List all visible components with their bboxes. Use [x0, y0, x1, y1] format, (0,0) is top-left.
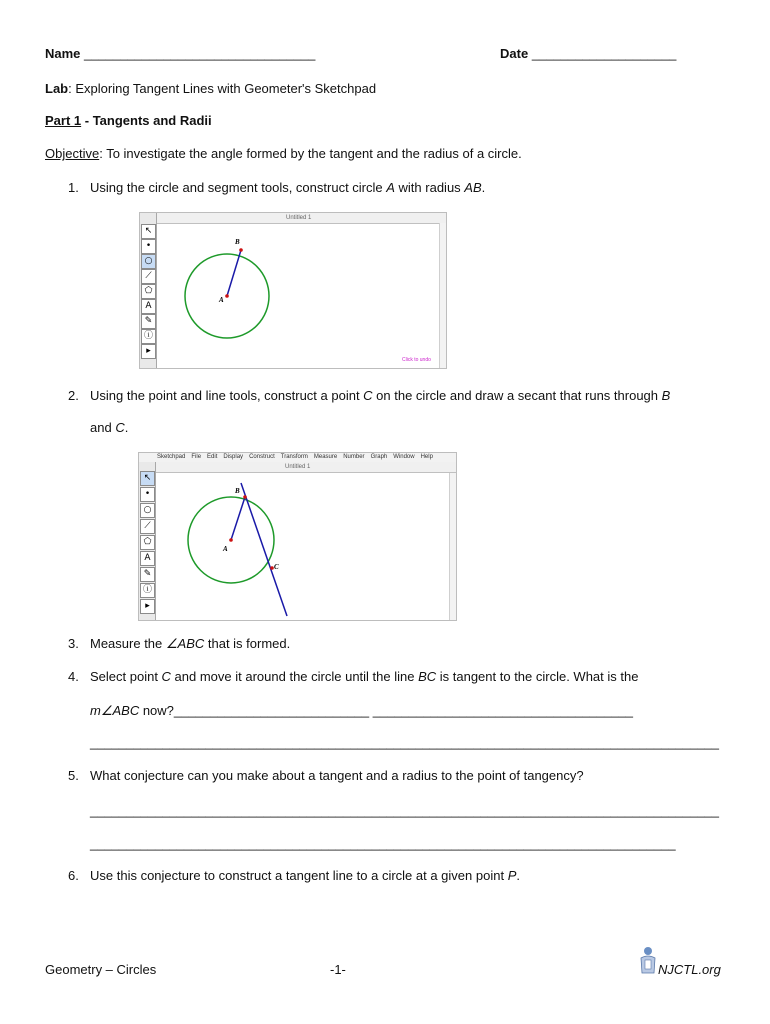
- compass-tool-icon[interactable]: ○: [140, 503, 155, 518]
- step-text: Using the point and line tools, construct a point: [90, 388, 364, 403]
- step-5-answer-line[interactable]: _______________________________________________________________________________________: [90, 803, 720, 818]
- step-text: Measure the: [90, 636, 166, 651]
- step-number: 6.: [68, 868, 79, 883]
- name-label: Name: [45, 46, 81, 61]
- information-tool-icon[interactable]: ⓘ: [141, 329, 156, 344]
- point-tool-icon[interactable]: •: [141, 239, 156, 254]
- step-4: [68, 669, 638, 684]
- corner-note: Click to undo: [402, 357, 431, 363]
- step-var: AB: [464, 180, 482, 195]
- answer-blank[interactable]: ___________________________ ____________________________________: [173, 703, 634, 718]
- step-text: .: [124, 420, 129, 435]
- objective-label: Objective: [45, 146, 100, 161]
- menu-item[interactable]: Number: [343, 454, 365, 460]
- menu-item[interactable]: Construct: [249, 454, 275, 460]
- sketch-canvas-2: [139, 453, 456, 620]
- step-5: [68, 768, 584, 783]
- step-text: Using the circle and segment tools, construct circle: [90, 180, 387, 195]
- page-number: -1-: [330, 962, 346, 977]
- step-number: 4.: [68, 669, 79, 684]
- arrow-tool-icon[interactable]: ↖: [140, 471, 155, 486]
- step-text: .: [516, 868, 520, 883]
- lab-label: Lab: [45, 81, 69, 96]
- point-b[interactable]: [243, 495, 247, 499]
- text-tool-icon[interactable]: A: [140, 551, 155, 566]
- step-2-continued: [90, 420, 128, 435]
- step-var: C: [363, 388, 373, 403]
- step-var: C: [115, 420, 125, 435]
- label-c: C: [274, 563, 279, 571]
- step-4-answer: [90, 703, 633, 719]
- step-var: B: [661, 388, 671, 403]
- text-tool-icon[interactable]: A: [141, 299, 156, 314]
- objective-text: : To investigate the angle formed by the tangent and the radius of a circle.: [99, 146, 522, 161]
- date-blank[interactable]: ____________________: [531, 46, 677, 61]
- step-text: with radius: [394, 180, 465, 195]
- window-title: Untitled 1: [285, 464, 311, 470]
- step-text: and: [90, 420, 116, 435]
- objective: [45, 146, 522, 161]
- date-label: Date: [500, 46, 529, 61]
- step-text: Use this conjecture to construct a tangent line to a circle at a given point: [90, 868, 508, 883]
- step-var: P: [507, 868, 517, 883]
- step-text: that is formed.: [204, 636, 291, 651]
- compass-tool-icon[interactable]: ○: [141, 254, 156, 269]
- label-a: A: [219, 296, 224, 304]
- part-text: - Tangents and Radii: [81, 113, 212, 128]
- window-title: Untitled 1: [286, 215, 312, 221]
- step-number: 2.: [68, 388, 79, 403]
- secant-bc: [241, 483, 287, 616]
- step-text: now?: [139, 703, 174, 718]
- menu-item[interactable]: Transform: [280, 454, 308, 460]
- date-line: [500, 46, 676, 61]
- step-var: BC: [418, 669, 437, 684]
- menu-item[interactable]: Edit: [207, 454, 218, 460]
- step-var: ∠ABC: [165, 636, 205, 651]
- step-var: m∠ABC: [90, 703, 140, 718]
- menu-item[interactable]: Window: [393, 454, 415, 460]
- straightedge-tool-icon[interactable]: ⟋: [141, 269, 156, 284]
- lab-title: [45, 81, 376, 96]
- name-line: [45, 46, 315, 61]
- arrow-tool-icon[interactable]: ↖: [141, 224, 156, 239]
- name-blank[interactable]: ________________________________: [84, 46, 316, 61]
- menu-item[interactable]: Help: [420, 454, 433, 460]
- step-3: [68, 636, 290, 652]
- part-label: Part 1: [45, 113, 82, 128]
- menu-item[interactable]: Display: [223, 454, 244, 460]
- step-number: 3.: [68, 636, 79, 651]
- step-1: [68, 180, 485, 195]
- point-b[interactable]: [239, 248, 243, 252]
- step-var: A: [386, 180, 395, 195]
- label-b: B: [235, 238, 240, 246]
- sketchpad-screenshot-2: [138, 452, 457, 621]
- custom-tool-icon[interactable]: ▸: [141, 344, 156, 359]
- step-var: C: [161, 669, 171, 684]
- point-a[interactable]: [225, 294, 229, 298]
- step-2: [68, 388, 670, 403]
- label-b: B: [235, 487, 240, 495]
- step-number: 5.: [68, 768, 79, 783]
- sketch-canvas-1: [140, 213, 446, 368]
- menu-item[interactable]: Sketchpad: [157, 454, 186, 460]
- part-heading: [45, 113, 212, 128]
- information-tool-icon[interactable]: ⓘ: [140, 583, 155, 598]
- step-5-answer-line[interactable]: _________________________________________________________________________________: [90, 836, 676, 851]
- sketchpad-screenshot-1: [139, 212, 447, 369]
- step-text: What conjecture can you make about a tangent and a radius to the point of tangency?: [90, 768, 584, 783]
- marker-tool-icon[interactable]: ✎: [140, 567, 155, 582]
- point-a[interactable]: [229, 538, 233, 542]
- point-tool-icon[interactable]: •: [140, 487, 155, 502]
- lab-text: : Exploring Tangent Lines with Geometer's Sketchpad: [68, 81, 377, 96]
- step-text: on the circle and draw a secant that runs through: [372, 388, 662, 403]
- step-6: [68, 868, 520, 883]
- footer-left: Geometry – Circles: [45, 962, 157, 977]
- step-text: is tangent to the circle. What is the: [436, 669, 639, 684]
- segment-ab: [231, 497, 245, 540]
- straightedge-tool-icon[interactable]: ⟋: [140, 519, 155, 534]
- custom-tool-icon[interactable]: ▸: [140, 599, 155, 614]
- menu-item[interactable]: File: [191, 454, 202, 460]
- label-a: A: [223, 545, 228, 553]
- footer-right: NJCTL.org: [658, 962, 721, 977]
- polygon-tool-icon[interactable]: ⬠: [141, 284, 156, 299]
- polygon-tool-icon[interactable]: ⬠: [140, 535, 155, 550]
- segment-ab: [227, 250, 241, 296]
- step-4-answer-line[interactable]: _______________________________________________________________________________________: [90, 735, 720, 750]
- step-number: 1.: [68, 180, 79, 195]
- step-text: and move it around the circle until the line: [170, 669, 419, 684]
- menu-item[interactable]: Measure: [313, 454, 338, 460]
- marker-tool-icon[interactable]: ✎: [141, 314, 156, 329]
- menu-item[interactable]: Graph: [370, 454, 388, 460]
- step-text: .: [481, 180, 486, 195]
- step-text: Select point: [90, 669, 162, 684]
- njctl-logo-icon: [638, 945, 658, 978]
